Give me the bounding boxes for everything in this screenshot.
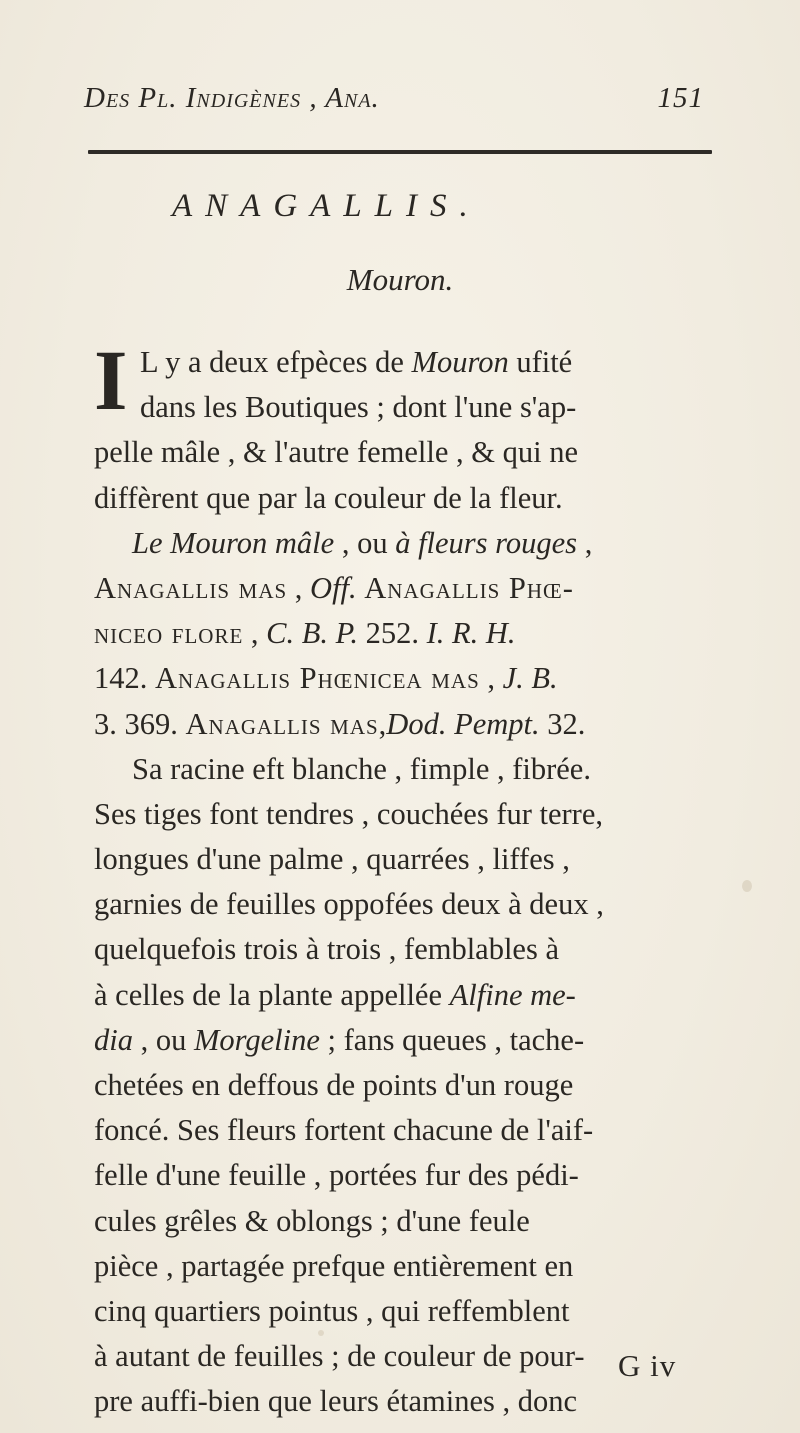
- text-run: ,: [287, 570, 311, 605]
- text-line: [94, 566, 722, 611]
- text-line: [94, 1379, 722, 1424]
- text-run: 142.: [94, 661, 155, 696]
- text-line: [94, 1063, 722, 1108]
- text-run: 32.: [539, 706, 586, 741]
- text-line: [94, 882, 722, 927]
- text-run: ,: [479, 661, 503, 696]
- text-line: [94, 476, 722, 521]
- text-run: cinq quartiers pointus , qui reffemblent: [94, 1293, 570, 1328]
- text-run: Morgeline: [193, 1022, 320, 1057]
- text-run: Anagallis mas: [185, 706, 379, 741]
- text-line: [94, 611, 722, 656]
- text-line: [94, 1153, 722, 1198]
- text-run: ,: [243, 616, 267, 651]
- text-run: Mouron: [411, 345, 509, 379]
- text-run: ufité: [508, 345, 573, 379]
- text-run: foncé. Ses fleurs fortent chacune de l'aif-: [94, 1113, 594, 1148]
- text-line: [94, 340, 722, 385]
- text-run: à celles de la plante appellée: [94, 977, 450, 1012]
- text-run: felle d'une feuille , portées fur des pédi-: [94, 1158, 579, 1193]
- drop-cap: I: [94, 332, 128, 428]
- signature-mark: G iv: [618, 1348, 677, 1383]
- running-head: [84, 82, 704, 122]
- text-run: , ou: [132, 1022, 194, 1057]
- text-line: [94, 385, 722, 430]
- text-run: ,: [577, 525, 593, 560]
- text-run: chetées en deffous de points d'un rouge: [94, 1068, 574, 1102]
- text-run: L y a deux efpèces de: [140, 345, 412, 379]
- text-run: longues d'une palme , quarrées , liffes ,: [94, 842, 570, 877]
- text-run: niceo flore: [94, 616, 244, 651]
- text-run: Le Mouron mâle: [132, 525, 335, 560]
- text-line: [94, 521, 722, 566]
- text-line: [94, 430, 722, 475]
- text-line: [94, 702, 722, 747]
- text-run: quelquefois trois à trois , femblables à: [94, 932, 560, 967]
- text-run: Alfine me-: [449, 977, 576, 1012]
- text-line: [94, 1244, 722, 1289]
- page-number: 151: [657, 82, 704, 114]
- text-run: Sa racine eft blanche , fimple , fibrée.: [132, 751, 591, 786]
- text-line: [94, 1108, 722, 1153]
- text-run: dans les Boutiques ; dont l'une s'ap-: [140, 390, 577, 425]
- section-title: ANAGALLIS.: [172, 188, 481, 224]
- running-head-title: Des Pl. Indigènes , Ana.: [84, 82, 380, 114]
- text-run: pelle mâle , & l'autre femelle , & qui ne: [94, 435, 578, 470]
- text-run: 252.: [357, 616, 427, 651]
- text-run: Anagallis Phœ-: [364, 570, 574, 605]
- text-line: [94, 973, 722, 1018]
- text-line: [94, 927, 722, 972]
- text-run: à autant de feuilles ; de couleur de pour-: [94, 1339, 585, 1374]
- text-run: Anagallis Phœnicea mas: [155, 661, 480, 696]
- text-line: [94, 656, 722, 701]
- text-run: , ou: [334, 525, 396, 560]
- text-run: cules grêles & oblongs ; d'une feule: [94, 1203, 530, 1238]
- text-line: [94, 1199, 722, 1244]
- text-run: C. B. P.: [266, 616, 358, 651]
- text-line: [94, 837, 722, 882]
- body-paragraph: [94, 332, 722, 1425]
- text-run: ; fans queues , tache-: [319, 1022, 585, 1057]
- text-run: Dod. Pempt.: [386, 706, 540, 741]
- text-line: [94, 1018, 722, 1063]
- text-line: [94, 747, 722, 792]
- text-run: Anagallis mas: [94, 570, 288, 605]
- text-run: garnies de feuilles oppofées deux à deux ,: [94, 887, 604, 922]
- text-run: Off.: [310, 570, 357, 605]
- text-run: ,: [378, 706, 387, 741]
- text-run: à fleurs rouges: [395, 525, 578, 560]
- text-run: diffèrent que par la couleur de la fleur.: [94, 480, 563, 515]
- header-rule: [88, 150, 712, 154]
- text-line: [94, 1289, 722, 1334]
- text-run: 3. 369.: [94, 706, 186, 741]
- text-run: J. B.: [502, 661, 558, 696]
- section-subtitle: Mouron.: [346, 262, 454, 297]
- text-run: I. R. H.: [426, 616, 516, 651]
- text-run: pre auffi-bien que leurs étamines , donc: [94, 1384, 578, 1419]
- text-run: Ses tiges font tendres , couchées fur terre,: [94, 796, 603, 831]
- text-run: pièce , partagée prefque entièrement en: [94, 1248, 574, 1283]
- foxing-spot: [742, 880, 752, 892]
- text-line: [94, 792, 722, 837]
- text-run: dia: [94, 1022, 133, 1057]
